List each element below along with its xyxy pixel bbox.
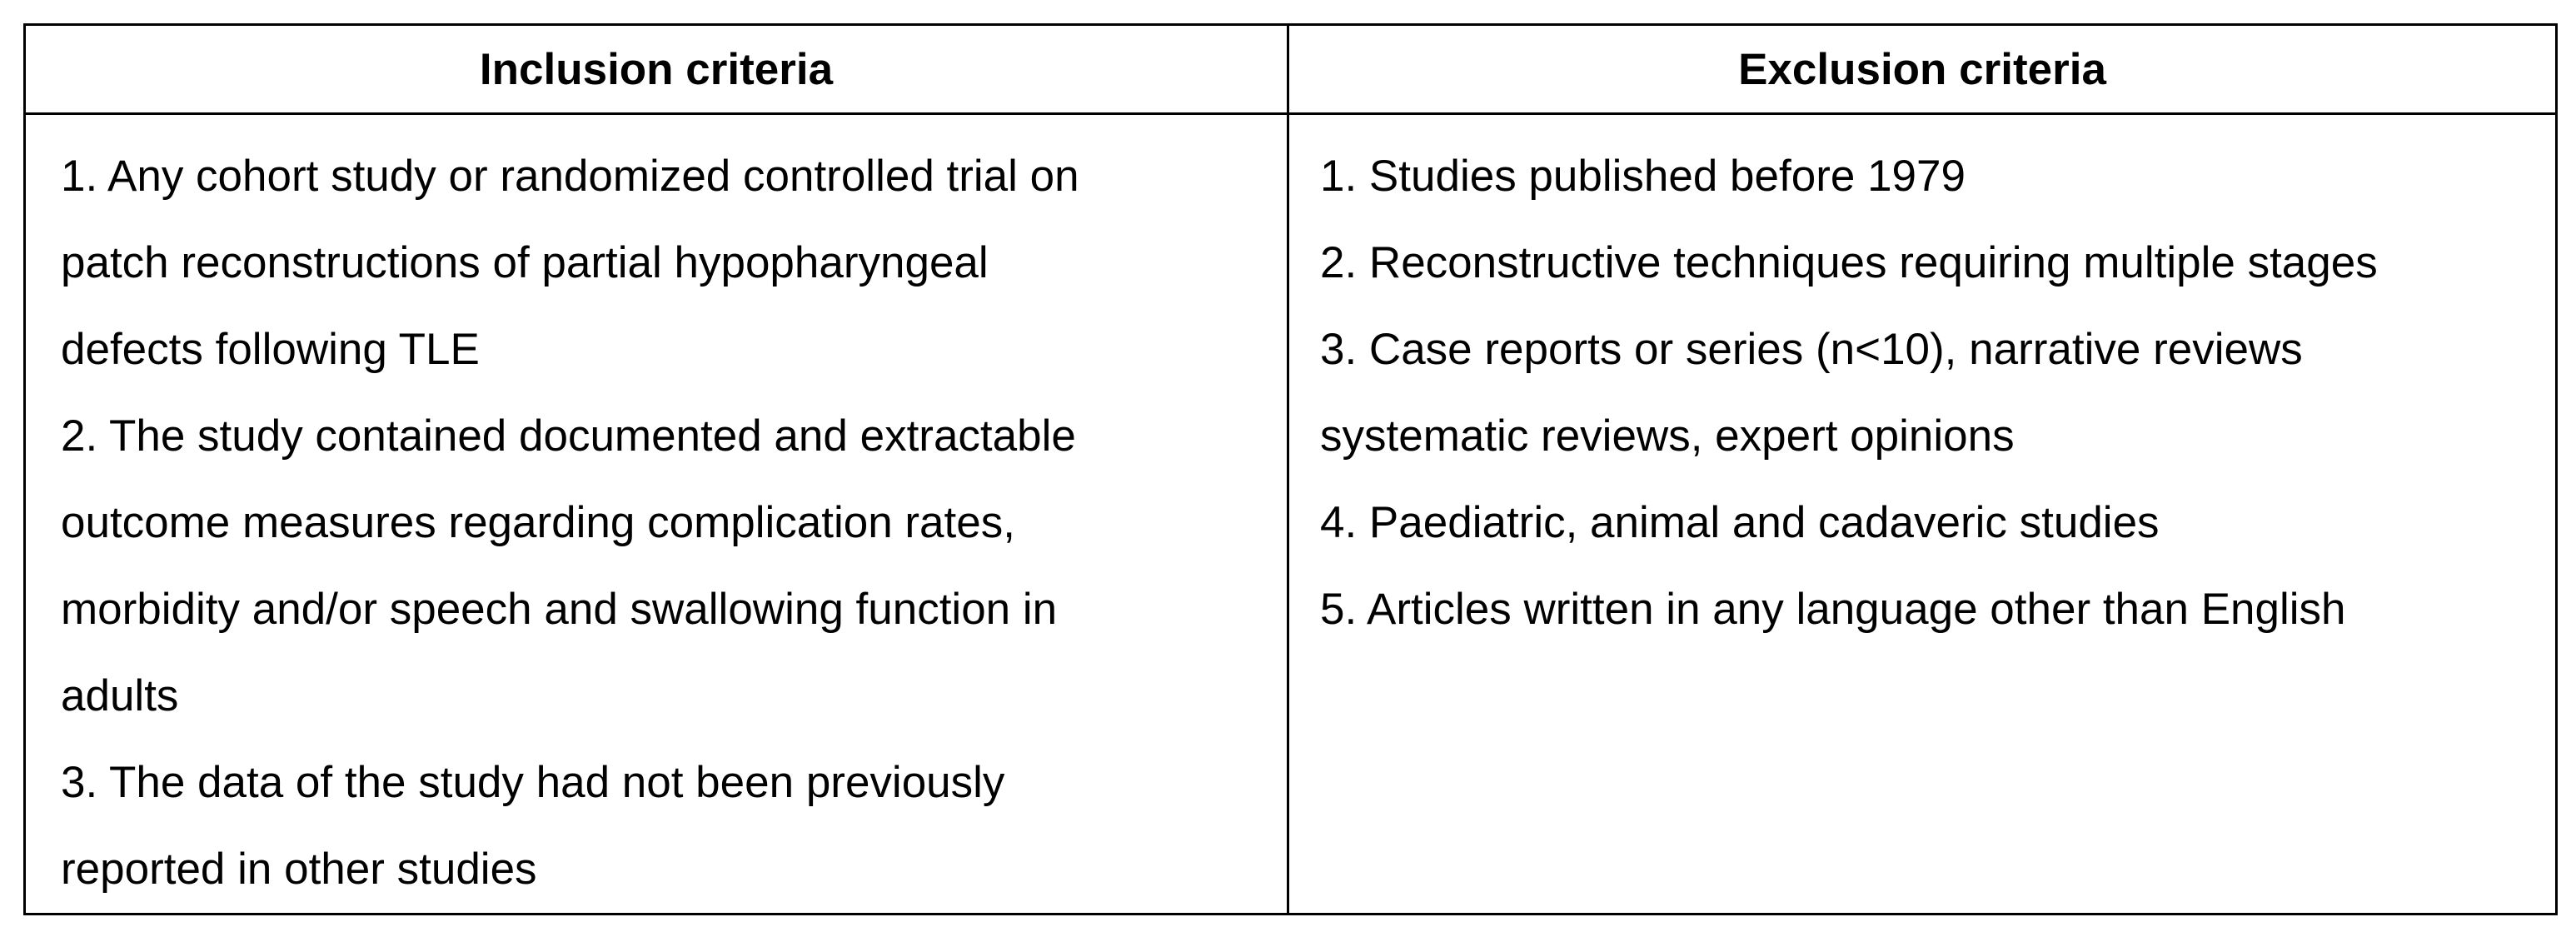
inclusion-item: [61, 740, 1260, 913]
inclusion-item-1-line-3: defects following TLE: [61, 325, 480, 374]
inclusion-item-2-line-4: adults: [61, 671, 179, 720]
inclusion-item-2-line-3: morbidity and/or speech and swallowing function in: [61, 585, 1058, 634]
exclusion-item: [1320, 133, 2544, 220]
exclusion-item-5-line-1: 5. Articles written in any language other than English: [1320, 585, 2346, 634]
exclusion-item: [1320, 307, 2544, 480]
exclusion-item-3-line-1: 3. Case reports or series (n<10), narrative reviews: [1320, 325, 2303, 374]
inclusion-item-3-line-2: reported in other studies: [61, 845, 537, 894]
inclusion-item-1-line-2: patch reconstructions of partial hypopharyngeal: [61, 238, 989, 287]
exclusion-item-1-line-1: 1. Studies published before 1979: [1320, 152, 1966, 201]
inclusion-item-3-line-1: 3. The data of the study had not been previously: [61, 758, 1005, 807]
exclusion-item-4-line-1: 4. Paediatric, animal and cadaveric studies: [1320, 498, 2160, 547]
inclusion-item-2-line-2: outcome measures regarding complication rates,: [61, 498, 1015, 547]
inclusion-item: [61, 393, 1260, 740]
exclusion-criteria-header: Exclusion criteria: [1288, 25, 2557, 114]
exclusion-item-2-line-1: 2. Reconstructive techniques requiring multiple stages: [1320, 238, 2378, 287]
criteria-table: [23, 23, 2558, 915]
exclusion-item-3-line-2: systematic reviews, expert opinions: [1320, 411, 2015, 461]
header-row: [25, 25, 2557, 114]
exclusion-item: [1320, 566, 2544, 653]
inclusion-criteria-header: Inclusion criteria: [25, 25, 1288, 114]
inclusion-item-1-line-1: 1. Any cohort study or randomized controlled trial on: [61, 152, 1079, 201]
inclusion-item-2-line-1: 2. The study contained documented and extractable: [61, 411, 1076, 461]
exclusion-criteria-list: [1289, 133, 2544, 653]
inclusion-criteria-cell: [25, 114, 1288, 915]
exclusion-item: [1320, 220, 2544, 307]
criteria-row: [25, 114, 2557, 915]
exclusion-criteria-cell: [1288, 114, 2557, 915]
exclusion-item: [1320, 480, 2544, 566]
inclusion-criteria-list: [26, 133, 1260, 913]
inclusion-item: [61, 133, 1260, 393]
